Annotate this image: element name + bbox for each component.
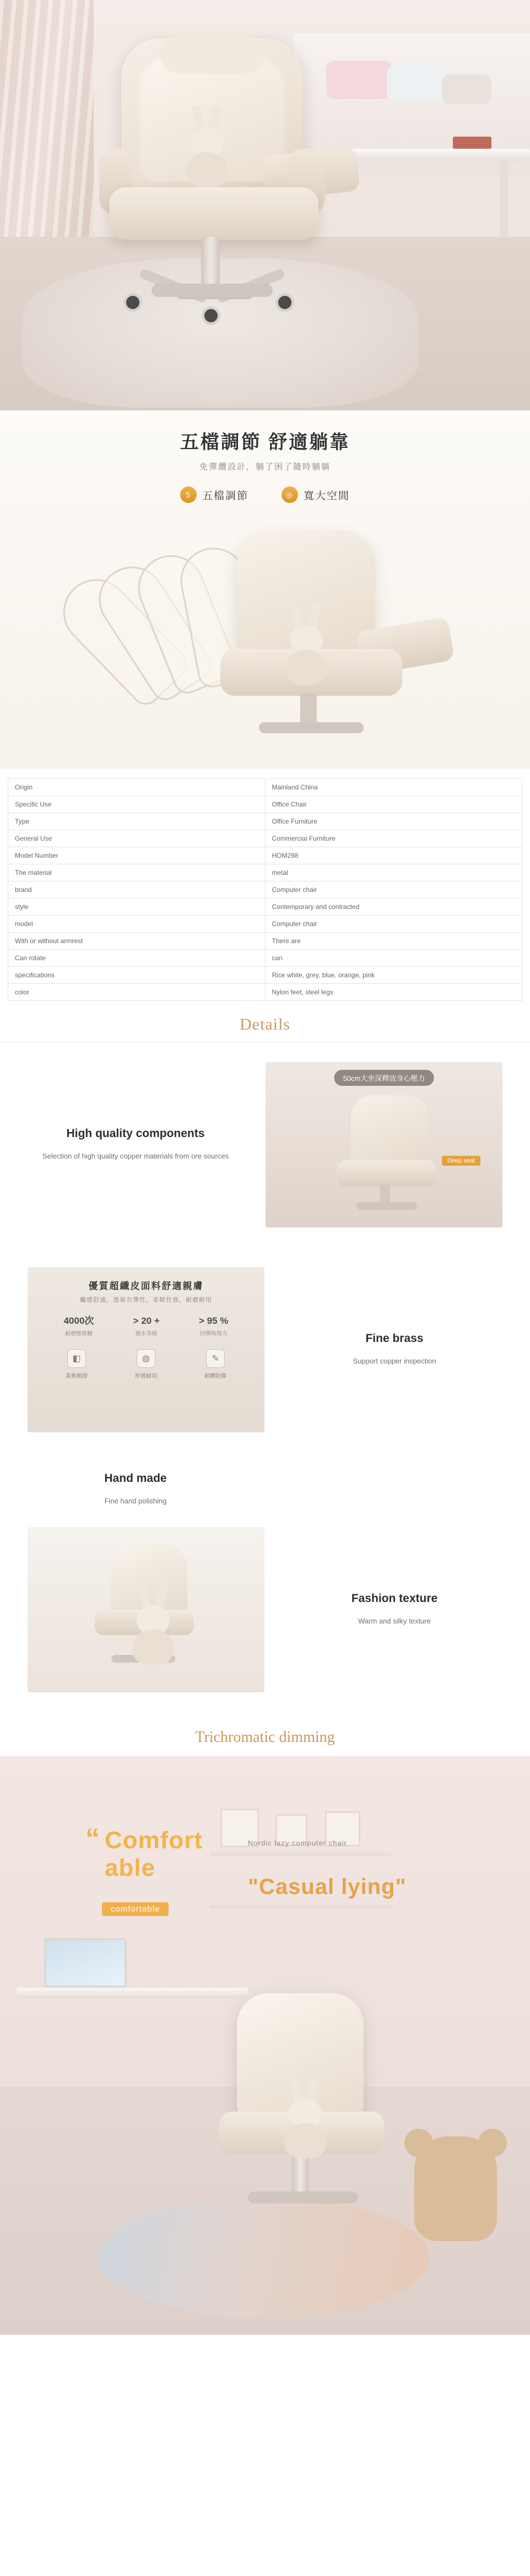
table-row — [8, 796, 522, 813]
specification-section — [0, 769, 530, 1001]
stat-label: 耐磨擦實驗 — [64, 1331, 93, 1337]
spec-key: Can rotate — [8, 950, 266, 967]
spec-value: metal — [265, 864, 522, 881]
table-row — [8, 779, 522, 796]
durable-icon: ◍ — [137, 1349, 155, 1368]
scene-chair-post — [292, 2152, 309, 2196]
recline-chair-post — [300, 693, 317, 726]
bunny-plush — [281, 602, 327, 679]
bunny-plush — [280, 2076, 326, 2153]
bunny-body — [285, 650, 327, 685]
feature-image-chair-texture — [28, 1527, 264, 1692]
banner-pill-adjust — [180, 486, 248, 503]
material-icon-item — [204, 1349, 226, 1379]
recline-chair-base — [259, 722, 364, 733]
table-row — [8, 984, 522, 1001]
feature-block-components — [0, 1042, 530, 1247]
material-stat — [133, 1316, 160, 1337]
spec-value: Rice white, grey, blue, orange, pink — [265, 967, 522, 984]
material-stat — [64, 1313, 94, 1337]
feature-text — [28, 1472, 244, 1507]
material-subheading: 觸感舒適，透氣有彈性，柔韌性強，耐磨耐用 — [80, 1297, 212, 1303]
stat-number: > 95 % — [198, 1316, 229, 1326]
material-icon-row — [42, 1349, 250, 1379]
hero-office-chair — [99, 39, 386, 380]
bunny-body — [132, 1630, 174, 1665]
hero-pillow-grey — [387, 66, 447, 100]
banner-pill-space-label: 寬大空間 — [304, 490, 350, 502]
material-heading: 優質超纖皮面料舒適親膚 — [88, 1281, 204, 1291]
overlay-comfort-line2: able — [105, 1854, 156, 1882]
table-row — [8, 950, 522, 967]
mini-chair-post — [380, 1184, 390, 1203]
spec-key: brand — [8, 881, 266, 899]
hero-desk-leg — [500, 161, 508, 243]
table-row — [8, 881, 522, 899]
details-heading: Details — [240, 1015, 290, 1033]
mini-chair-seat — [337, 1160, 436, 1187]
feature-description: Warm and silky texture — [358, 1617, 431, 1626]
table-row — [8, 813, 522, 830]
table-row — [8, 830, 522, 847]
feature-title: Fashion texture — [351, 1592, 438, 1605]
material-icon-item — [66, 1349, 88, 1379]
feature-title: High quality components — [66, 1127, 205, 1140]
hero-product-image — [0, 0, 530, 410]
table-row — [8, 916, 522, 933]
spec-key: Specific Use — [8, 796, 266, 813]
material-icon-label: 耐髒防塵 — [204, 1373, 226, 1379]
banner-subtitle: 免彈纜設計，躺了困了隨時躺躺 — [199, 462, 331, 472]
chair-caster — [202, 306, 220, 325]
material-stat — [199, 1316, 228, 1337]
hero-pillow-beige — [442, 74, 491, 105]
banner-title: 五檔調節 舒適躺靠 — [180, 432, 350, 453]
overlay-nordic-text: Nordic lazy computer chair — [248, 1839, 347, 1848]
feature-text — [286, 1592, 502, 1627]
feature-image-material — [28, 1267, 264, 1432]
soft-smooth-icon: ◧ — [67, 1349, 86, 1368]
spec-key: With or without armrest — [8, 933, 266, 950]
table-row — [8, 847, 522, 864]
chair-headrest — [160, 35, 264, 74]
five-gear-icon: 5 — [180, 486, 197, 503]
table-row — [8, 864, 522, 881]
wide-space-icon: ◎ — [282, 486, 298, 503]
spec-value: Office Furniture — [265, 813, 522, 830]
spec-value: can — [265, 950, 522, 967]
feature-block-handmade — [0, 1452, 530, 1507]
material-icon-label: 柔軟順滑 — [66, 1373, 88, 1379]
feature-title: Fine brass — [365, 1332, 424, 1345]
spec-key: Model Number — [8, 847, 266, 864]
banner-pill-space — [282, 486, 350, 503]
texture-chair-illustration — [88, 1544, 215, 1681]
table-row — [8, 933, 522, 950]
scene-laptop — [44, 1938, 127, 1990]
mini-chair-backrest — [351, 1095, 428, 1167]
overlay-comfort-line1: Comfort — [105, 1827, 203, 1854]
scene-shelf-upper — [209, 1853, 391, 1857]
chair-caster — [275, 293, 294, 312]
feature-text — [28, 1127, 244, 1162]
table-row — [8, 967, 522, 984]
spec-value: Office Chair — [265, 796, 522, 813]
feature-image-tag: Deep seat — [442, 1156, 480, 1166]
feature-block-texture — [0, 1507, 530, 1712]
spec-key: Type — [8, 813, 266, 830]
feature-image-deep-seat — [266, 1062, 502, 1227]
stain-resistant-icon: ✎ — [206, 1349, 225, 1368]
spec-key: style — [8, 899, 266, 916]
chair-caster — [123, 293, 142, 312]
feature-description: Support copper inspection — [353, 1356, 436, 1365]
feature-description: Selection of high quality copper materials from ore sources — [42, 1151, 229, 1160]
bunny-plush — [128, 1582, 162, 1637]
spec-value: There are — [265, 933, 522, 950]
spec-key: Origin — [8, 779, 266, 796]
spec-value: Nylon feet, steel legs — [265, 984, 522, 1001]
chair-seat — [109, 187, 318, 240]
scene-chair-base — [248, 2191, 358, 2204]
overlay-casual-lying: "Casual lying" — [248, 1875, 407, 1899]
spec-value: Commercial Furniture — [265, 830, 522, 847]
scene-shelf-lower — [209, 1905, 391, 1909]
stat-number: > 20 + — [133, 1316, 160, 1326]
bunny-plush — [182, 105, 232, 187]
banner-pill-row — [0, 486, 530, 503]
stat-label: 撥水等級 — [135, 1331, 158, 1337]
laptop-screen — [44, 1938, 127, 1988]
recline-diagram — [0, 508, 530, 745]
recline-chair — [220, 531, 457, 734]
chair-base — [152, 284, 273, 297]
spec-key: specifications — [8, 967, 266, 984]
stat-number: 4000次 — [63, 1316, 94, 1326]
mini-chair-base — [356, 1202, 417, 1210]
spec-value: Computer chair — [265, 881, 522, 899]
feature-text — [286, 1332, 502, 1367]
feature-image-caption: 50cm大坐深釋放身心壓力 — [334, 1070, 434, 1086]
trichromatic-heading: Trichromatic dimming — [195, 1729, 335, 1746]
hero-book — [453, 137, 491, 149]
spec-value: Mainland China — [265, 779, 522, 796]
spec-key: color — [8, 984, 266, 1001]
spec-key: General Use — [8, 830, 266, 847]
spec-value: Computer chair — [265, 916, 522, 933]
lifestyle-scene-image — [0, 1756, 530, 2335]
table-row — [8, 899, 522, 916]
stat-label: 回彈恢復力 — [199, 1331, 228, 1337]
specification-table — [8, 778, 522, 1001]
chair-gas-lift — [201, 237, 220, 289]
quote-mark-icon: “ — [85, 1823, 100, 1855]
spec-value: HOM298 — [265, 847, 522, 864]
feature-title: Hand made — [104, 1472, 167, 1485]
material-icon-label: 厚實耐用 — [135, 1373, 157, 1379]
overlay-comfortable-chip: comfortable — [102, 1902, 169, 1916]
bunny-body — [284, 2123, 326, 2158]
hero-curtain — [0, 0, 94, 237]
spec-key: The material — [8, 864, 266, 881]
spec-value: Contemporary and contracted — [265, 899, 522, 916]
material-stats — [44, 1313, 248, 1337]
recline-feature-banner — [0, 410, 530, 769]
material-icon-item — [135, 1349, 157, 1379]
spec-key: model — [8, 916, 266, 933]
feature-description: Fine hand polishing — [104, 1497, 167, 1505]
bunny-body — [186, 152, 228, 187]
scene-office-chair — [209, 1993, 430, 2241]
feature-block-brass — [0, 1247, 530, 1452]
banner-pill-adjust-label: 五檔調節 — [202, 490, 248, 502]
mini-chair-illustration — [332, 1095, 453, 1211]
